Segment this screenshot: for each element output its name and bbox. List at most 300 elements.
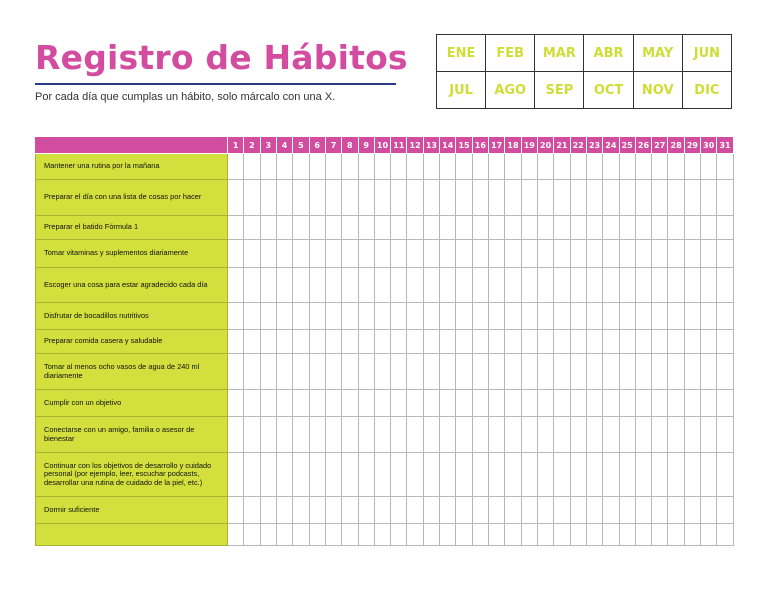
day-check-cell[interactable] [456,180,472,216]
day-check-cell[interactable] [570,417,586,453]
day-check-cell[interactable] [717,240,733,268]
day-check-cell[interactable] [325,303,341,330]
day-check-cell[interactable] [423,154,439,180]
day-check-cell[interactable] [521,330,537,354]
day-check-cell[interactable] [407,354,423,390]
day-check-cell[interactable] [276,240,292,268]
day-check-cell[interactable] [668,330,684,354]
day-check-cell[interactable] [374,417,390,453]
day-check-cell[interactable] [635,240,651,268]
day-check-cell[interactable] [260,180,276,216]
day-check-cell[interactable] [456,453,472,497]
day-check-cell[interactable] [570,240,586,268]
day-check-cell[interactable] [325,240,341,268]
day-check-cell[interactable] [358,453,374,497]
day-check-cell[interactable] [717,354,733,390]
day-check-cell[interactable] [489,330,505,354]
day-check-cell[interactable] [228,268,244,303]
day-check-cell[interactable] [554,154,570,180]
day-check-cell[interactable] [652,216,668,240]
day-check-cell[interactable] [407,417,423,453]
day-check-cell[interactable] [472,268,488,303]
day-check-cell[interactable] [391,417,407,453]
day-check-cell[interactable] [603,497,619,524]
day-check-cell[interactable] [228,417,244,453]
day-check-cell[interactable] [440,303,456,330]
day-check-cell[interactable] [293,354,309,390]
day-check-cell[interactable] [228,453,244,497]
day-check-cell[interactable] [440,354,456,390]
day-check-cell[interactable] [701,453,717,497]
day-check-cell[interactable] [505,240,521,268]
day-check-cell[interactable] [586,417,602,453]
day-check-cell[interactable] [701,390,717,417]
day-check-cell[interactable] [325,268,341,303]
day-check-cell[interactable] [619,216,635,240]
day-check-cell[interactable] [684,497,700,524]
day-check-cell[interactable] [440,330,456,354]
day-check-cell[interactable] [505,180,521,216]
day-check-cell[interactable] [684,154,700,180]
day-check-cell[interactable] [342,268,358,303]
day-check-cell[interactable] [652,268,668,303]
day-check-cell[interactable] [505,216,521,240]
day-check-cell[interactable] [342,154,358,180]
day-check-cell[interactable] [342,240,358,268]
day-check-cell[interactable] [554,330,570,354]
day-check-cell[interactable] [309,303,325,330]
day-check-cell[interactable] [668,453,684,497]
day-check-cell[interactable] [391,303,407,330]
day-check-cell[interactable] [440,154,456,180]
day-check-cell[interactable] [423,417,439,453]
day-check-cell[interactable] [407,524,423,546]
day-check-cell[interactable] [407,303,423,330]
day-check-cell[interactable] [635,154,651,180]
day-check-cell[interactable] [440,417,456,453]
day-check-cell[interactable] [603,240,619,268]
day-check-cell[interactable] [325,524,341,546]
day-check-cell[interactable] [701,268,717,303]
day-check-cell[interactable] [505,303,521,330]
day-check-cell[interactable] [619,524,635,546]
day-check-cell[interactable] [652,417,668,453]
day-check-cell[interactable] [570,354,586,390]
day-check-cell[interactable] [228,497,244,524]
day-check-cell[interactable] [652,330,668,354]
day-check-cell[interactable] [635,417,651,453]
day-check-cell[interactable] [276,330,292,354]
month-cell[interactable]: NOV [633,72,682,109]
day-check-cell[interactable] [325,453,341,497]
day-check-cell[interactable] [668,240,684,268]
day-check-cell[interactable] [652,354,668,390]
day-check-cell[interactable] [374,180,390,216]
day-check-cell[interactable] [505,453,521,497]
day-check-cell[interactable] [684,453,700,497]
day-check-cell[interactable] [325,417,341,453]
day-check-cell[interactable] [358,524,374,546]
day-check-cell[interactable] [244,497,260,524]
day-check-cell[interactable] [717,330,733,354]
day-check-cell[interactable] [440,497,456,524]
day-check-cell[interactable] [260,216,276,240]
day-check-cell[interactable] [668,154,684,180]
day-check-cell[interactable] [358,417,374,453]
day-check-cell[interactable] [603,216,619,240]
day-check-cell[interactable] [440,524,456,546]
day-check-cell[interactable] [358,303,374,330]
day-check-cell[interactable] [309,390,325,417]
day-check-cell[interactable] [456,154,472,180]
day-check-cell[interactable] [309,524,325,546]
day-check-cell[interactable] [603,268,619,303]
day-check-cell[interactable] [456,216,472,240]
day-check-cell[interactable] [325,216,341,240]
day-check-cell[interactable] [717,180,733,216]
day-check-cell[interactable] [619,303,635,330]
day-check-cell[interactable] [554,524,570,546]
day-check-cell[interactable] [325,497,341,524]
day-check-cell[interactable] [537,354,553,390]
day-check-cell[interactable] [260,303,276,330]
day-check-cell[interactable] [260,154,276,180]
day-check-cell[interactable] [521,268,537,303]
day-check-cell[interactable] [619,240,635,268]
day-check-cell[interactable] [717,390,733,417]
day-check-cell[interactable] [570,268,586,303]
day-check-cell[interactable] [423,354,439,390]
day-check-cell[interactable] [554,303,570,330]
day-check-cell[interactable] [521,216,537,240]
day-check-cell[interactable] [489,524,505,546]
day-check-cell[interactable] [342,330,358,354]
day-check-cell[interactable] [456,354,472,390]
day-check-cell[interactable] [717,497,733,524]
day-check-cell[interactable] [505,524,521,546]
day-check-cell[interactable] [358,154,374,180]
day-check-cell[interactable] [293,180,309,216]
day-check-cell[interactable] [309,216,325,240]
day-check-cell[interactable] [309,240,325,268]
day-check-cell[interactable] [521,154,537,180]
day-check-cell[interactable] [407,453,423,497]
day-check-cell[interactable] [374,303,390,330]
day-check-cell[interactable] [652,240,668,268]
day-check-cell[interactable] [521,497,537,524]
day-check-cell[interactable] [293,417,309,453]
day-check-cell[interactable] [374,390,390,417]
month-cell[interactable]: JUL [437,72,486,109]
month-cell[interactable]: SEP [535,72,584,109]
day-check-cell[interactable] [260,268,276,303]
day-check-cell[interactable] [358,240,374,268]
day-check-cell[interactable] [586,154,602,180]
day-check-cell[interactable] [456,524,472,546]
day-check-cell[interactable] [701,303,717,330]
day-check-cell[interactable] [554,453,570,497]
month-cell[interactable]: JUN [682,35,731,72]
day-check-cell[interactable] [374,154,390,180]
day-check-cell[interactable] [407,216,423,240]
day-check-cell[interactable] [586,524,602,546]
day-check-cell[interactable] [554,240,570,268]
day-check-cell[interactable] [342,180,358,216]
day-check-cell[interactable] [635,453,651,497]
day-check-cell[interactable] [619,180,635,216]
day-check-cell[interactable] [293,453,309,497]
day-check-cell[interactable] [570,524,586,546]
day-check-cell[interactable] [391,154,407,180]
day-check-cell[interactable] [358,497,374,524]
day-check-cell[interactable] [554,497,570,524]
day-check-cell[interactable] [489,497,505,524]
day-check-cell[interactable] [293,216,309,240]
day-check-cell[interactable] [570,390,586,417]
day-check-cell[interactable] [701,240,717,268]
day-check-cell[interactable] [391,354,407,390]
day-check-cell[interactable] [652,180,668,216]
day-check-cell[interactable] [244,216,260,240]
day-check-cell[interactable] [537,524,553,546]
day-check-cell[interactable] [635,390,651,417]
day-check-cell[interactable] [244,240,260,268]
day-check-cell[interactable] [276,154,292,180]
day-check-cell[interactable] [276,524,292,546]
day-check-cell[interactable] [276,180,292,216]
day-check-cell[interactable] [521,240,537,268]
day-check-cell[interactable] [570,154,586,180]
day-check-cell[interactable] [342,303,358,330]
day-check-cell[interactable] [440,453,456,497]
day-check-cell[interactable] [423,497,439,524]
day-check-cell[interactable] [260,240,276,268]
day-check-cell[interactable] [472,524,488,546]
day-check-cell[interactable] [586,303,602,330]
day-check-cell[interactable] [668,180,684,216]
day-check-cell[interactable] [391,390,407,417]
day-check-cell[interactable] [260,354,276,390]
day-check-cell[interactable] [358,180,374,216]
day-check-cell[interactable] [276,417,292,453]
day-check-cell[interactable] [423,268,439,303]
day-check-cell[interactable] [244,524,260,546]
day-check-cell[interactable] [717,216,733,240]
day-check-cell[interactable] [472,417,488,453]
day-check-cell[interactable] [407,180,423,216]
day-check-cell[interactable] [586,240,602,268]
day-check-cell[interactable] [440,390,456,417]
day-check-cell[interactable] [635,303,651,330]
day-check-cell[interactable] [244,453,260,497]
day-check-cell[interactable] [603,354,619,390]
day-check-cell[interactable] [391,268,407,303]
day-check-cell[interactable] [684,390,700,417]
day-check-cell[interactable] [668,390,684,417]
day-check-cell[interactable] [537,497,553,524]
day-check-cell[interactable] [652,453,668,497]
day-check-cell[interactable] [309,497,325,524]
day-check-cell[interactable] [293,390,309,417]
day-check-cell[interactable] [423,303,439,330]
day-check-cell[interactable] [407,390,423,417]
day-check-cell[interactable] [293,303,309,330]
day-check-cell[interactable] [684,240,700,268]
day-check-cell[interactable] [603,303,619,330]
day-check-cell[interactable] [603,154,619,180]
day-check-cell[interactable] [635,216,651,240]
day-check-cell[interactable] [374,240,390,268]
day-check-cell[interactable] [603,417,619,453]
day-check-cell[interactable] [260,453,276,497]
day-check-cell[interactable] [684,417,700,453]
day-check-cell[interactable] [489,154,505,180]
day-check-cell[interactable] [342,216,358,240]
day-check-cell[interactable] [342,390,358,417]
day-check-cell[interactable] [228,216,244,240]
month-cell[interactable]: DIC [682,72,731,109]
day-check-cell[interactable] [635,330,651,354]
day-check-cell[interactable] [244,303,260,330]
day-check-cell[interactable] [423,240,439,268]
day-check-cell[interactable] [440,268,456,303]
day-check-cell[interactable] [374,330,390,354]
day-check-cell[interactable] [472,303,488,330]
day-check-cell[interactable] [456,330,472,354]
day-check-cell[interactable] [619,390,635,417]
day-check-cell[interactable] [309,417,325,453]
day-check-cell[interactable] [537,330,553,354]
day-check-cell[interactable] [652,303,668,330]
day-check-cell[interactable] [472,390,488,417]
day-check-cell[interactable] [228,524,244,546]
day-check-cell[interactable] [684,180,700,216]
day-check-cell[interactable] [244,180,260,216]
month-cell[interactable]: ABR [584,35,633,72]
day-check-cell[interactable] [489,354,505,390]
day-check-cell[interactable] [472,216,488,240]
day-check-cell[interactable] [309,268,325,303]
day-check-cell[interactable] [276,453,292,497]
day-check-cell[interactable] [570,216,586,240]
day-check-cell[interactable] [619,497,635,524]
day-check-cell[interactable] [325,354,341,390]
day-check-cell[interactable] [521,303,537,330]
day-check-cell[interactable] [293,240,309,268]
day-check-cell[interactable] [701,330,717,354]
day-check-cell[interactable] [456,417,472,453]
day-check-cell[interactable] [717,268,733,303]
day-check-cell[interactable] [358,216,374,240]
day-check-cell[interactable] [603,524,619,546]
day-check-cell[interactable] [684,303,700,330]
day-check-cell[interactable] [456,303,472,330]
day-check-cell[interactable] [407,330,423,354]
day-check-cell[interactable] [603,390,619,417]
day-check-cell[interactable] [489,240,505,268]
day-check-cell[interactable] [489,417,505,453]
day-check-cell[interactable] [325,390,341,417]
day-check-cell[interactable] [293,268,309,303]
day-check-cell[interactable] [701,154,717,180]
day-check-cell[interactable] [423,524,439,546]
day-check-cell[interactable] [423,180,439,216]
day-check-cell[interactable] [570,303,586,330]
month-cell[interactable]: OCT [584,72,633,109]
day-check-cell[interactable] [342,453,358,497]
day-check-cell[interactable] [276,303,292,330]
day-check-cell[interactable] [423,390,439,417]
day-check-cell[interactable] [358,330,374,354]
day-check-cell[interactable] [619,154,635,180]
day-check-cell[interactable] [554,180,570,216]
month-cell[interactable]: FEB [486,35,535,72]
day-check-cell[interactable] [472,453,488,497]
month-cell[interactable]: MAR [535,35,584,72]
day-check-cell[interactable] [374,524,390,546]
day-check-cell[interactable] [309,354,325,390]
day-check-cell[interactable] [276,354,292,390]
day-check-cell[interactable] [570,330,586,354]
day-check-cell[interactable] [374,453,390,497]
day-check-cell[interactable] [537,240,553,268]
day-check-cell[interactable] [603,180,619,216]
day-check-cell[interactable] [521,390,537,417]
day-check-cell[interactable] [701,354,717,390]
day-check-cell[interactable] [391,180,407,216]
day-check-cell[interactable] [619,453,635,497]
day-check-cell[interactable] [586,268,602,303]
day-check-cell[interactable] [391,216,407,240]
day-check-cell[interactable] [407,497,423,524]
day-check-cell[interactable] [537,417,553,453]
day-check-cell[interactable] [635,524,651,546]
day-check-cell[interactable] [407,154,423,180]
day-check-cell[interactable] [244,390,260,417]
day-check-cell[interactable] [586,330,602,354]
day-check-cell[interactable] [472,240,488,268]
day-check-cell[interactable] [537,180,553,216]
day-check-cell[interactable] [456,240,472,268]
day-check-cell[interactable] [244,330,260,354]
day-check-cell[interactable] [652,497,668,524]
day-check-cell[interactable] [521,453,537,497]
day-check-cell[interactable] [309,180,325,216]
day-check-cell[interactable] [472,154,488,180]
day-check-cell[interactable] [537,154,553,180]
day-check-cell[interactable] [489,180,505,216]
month-cell[interactable]: ENE [437,35,486,72]
day-check-cell[interactable] [619,354,635,390]
day-check-cell[interactable] [276,268,292,303]
day-check-cell[interactable] [570,180,586,216]
day-check-cell[interactable] [358,268,374,303]
day-check-cell[interactable] [228,154,244,180]
day-check-cell[interactable] [228,330,244,354]
day-check-cell[interactable] [407,268,423,303]
day-check-cell[interactable] [668,268,684,303]
day-check-cell[interactable] [570,497,586,524]
day-check-cell[interactable] [244,268,260,303]
day-check-cell[interactable] [374,354,390,390]
day-check-cell[interactable] [521,524,537,546]
day-check-cell[interactable] [260,497,276,524]
day-check-cell[interactable] [374,268,390,303]
day-check-cell[interactable] [554,417,570,453]
day-check-cell[interactable] [586,180,602,216]
day-check-cell[interactable] [505,417,521,453]
day-check-cell[interactable] [489,216,505,240]
